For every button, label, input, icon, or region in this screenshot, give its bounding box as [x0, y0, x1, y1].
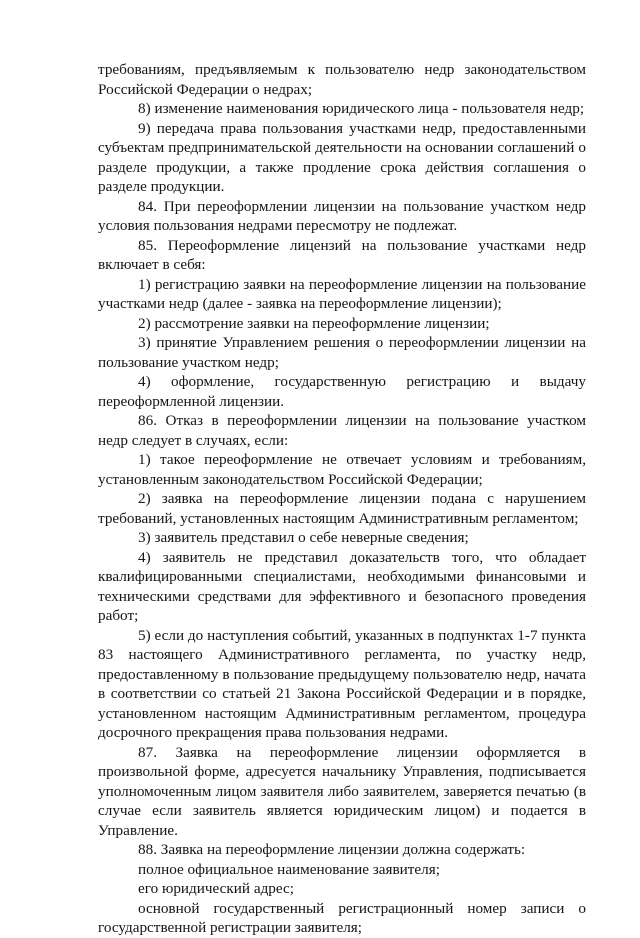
paragraph-86-item-2: 2) заявка на переоформление лицензии подана с нарушением требований, установленных настоящим Административным регламентом; [98, 490, 586, 527]
paragraph-85-item-4: 4) оформление, государственную регистрацию и выдачу переоформленной лицензии. [98, 373, 586, 410]
paragraph-86: 86. Отказ в переоформлении лицензии на пользование участком недр следует в случаях, если: [98, 412, 586, 449]
paragraph-84: 84. При переоформлении лицензии на пользование участком недр условия пользования недрами пересмотру не подлежат. [98, 197, 586, 234]
paragraph-86-item-5: 5) если до наступления событий, указанных в подпунктах 1-7 пункта 83 настоящего Административного регламента, по участку недр, предоставленному в пользование предыдущему пользователю недр, начата в соответствии со статьей 21 Закона Российской Федерации и в порядке, установленном настоящим Административным регламентом, процедура досрочного прекращения права пользования недрами. [98, 626, 586, 741]
paragraph-88-item-ogrn: основной государственный регистрационный номер записи о государственной регистрации заявителя; [98, 899, 586, 936]
paragraph-87: 87. Заявка на переоформление лицензии оформляется в произвольной форме, адресуется начальнику Управления, подписывается уполномоченным лицом заявителя либо заявителем, заверяется печатью (в случае если заявитель является юридическим лицом) и подается в Управление. [98, 743, 586, 839]
paragraph-86-item-4: 4) заявитель не представил доказательств того, что обладает квалифицированными специалистами, необходимыми финансовыми и техническими средствами для эффективного и безопасного проведения работ; [98, 548, 586, 624]
paragraph-continuation: требованиям, предъявляемым к пользователю недр законодательством Российской Федерации о недрах; [98, 61, 586, 98]
paragraph-86-item-3: 3) заявитель представил о себе неверные сведения; [138, 529, 469, 546]
paragraph-item-9: 9) передача права пользования участками недр, предоставленными субъектам предпринимательской деятельности на основании соглашений о разделе продукции, а также продление срока действия соглашения о разделе продукции. [98, 119, 586, 195]
paragraph-item-8: 8) изменение наименования юридического лица - пользователя недр; [138, 100, 585, 117]
paragraph-85-item-2: 2) рассмотрение заявки на переоформление лицензии; [138, 314, 490, 332]
paragraph-88-item-name: полное официальное наименование заявителя; [138, 860, 440, 878]
paragraph-86-item-1: 1) такое переоформление не отвечает условиям и требованиям, установленным законодательством Российской Федерации; [98, 451, 586, 488]
paragraph-85-item-1: 1) регистрацию заявки на переоформление лицензии на пользование участками недр (далее - заявка на переоформление лицензии); [98, 275, 586, 312]
paragraph-88: 88. Заявка на переоформление лицензии должна содержать: [138, 841, 526, 858]
paragraph-85: 85. Переоформление лицензий на пользование участками недр включает в себя: [98, 236, 586, 273]
paragraph-85-item-3: 3) принятие Управлением решения о переоформлении лицензии на пользование участком недр; [98, 334, 586, 371]
document-page [98, 60, 586, 938]
paragraph-88-item-address: его юридический адрес; [138, 880, 294, 897]
